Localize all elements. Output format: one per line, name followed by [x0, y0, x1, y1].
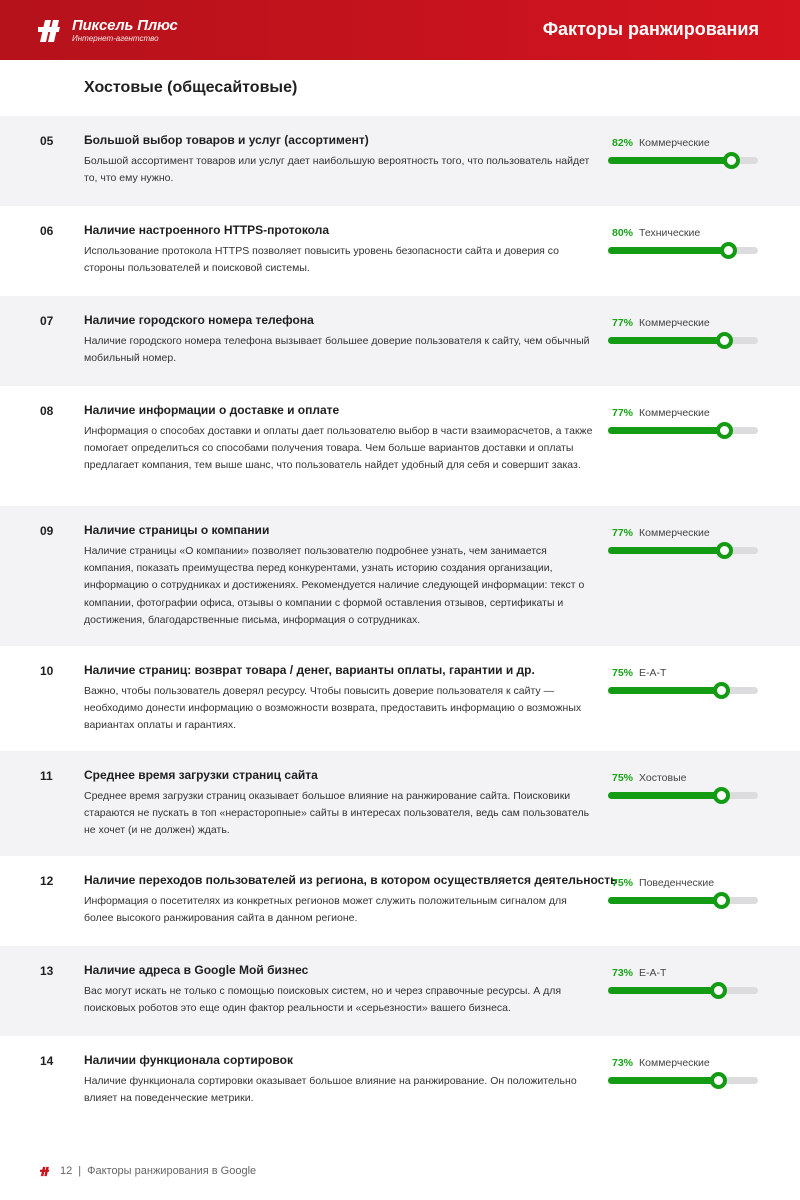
factor-title: Наличие информации о доставке и оплате	[84, 403, 340, 417]
factor-description: Наличие функционала сортировки оказывает большое влияние на ранжирование. Он положительно влияет на поведенческие метрики.	[84, 1075, 577, 1105]
factor-progress-fill	[608, 1077, 718, 1084]
factor-percent: 75%	[612, 772, 634, 784]
factor-row	[0, 1036, 800, 1131]
brand-tagline: Интернет-агентство	[72, 34, 159, 43]
factor-progress-fill	[608, 427, 724, 434]
factor-number: 06	[40, 224, 54, 238]
factor-title: Наличие городского номера телефона	[84, 313, 314, 327]
factor-category: Хостовые	[639, 772, 687, 784]
factor-progress-track	[608, 897, 758, 904]
factor-number: 07	[40, 314, 54, 328]
factor-description: Вас могут искать не только с помощью поисковых систем, но и через справочные ресурсы. А для поисковых роботов это еще один фактор реальности и «серьезности» вашего бизнеса.	[84, 985, 562, 1015]
factor-metric	[612, 227, 700, 239]
factor-title: Наличие переходов пользователей из региона, в котором осуществляется деятельность	[84, 873, 618, 887]
factor-category: E-A-T	[639, 967, 667, 979]
factor-percent: 75%	[612, 877, 634, 889]
factor-progress-knob	[723, 152, 740, 169]
factor-progress-fill	[608, 337, 724, 344]
factor-number: 09	[40, 524, 54, 538]
factor-title: Наличие настроенного HTTPS-протокола	[84, 223, 329, 237]
factor-progress-knob	[713, 682, 730, 699]
factor-percent: 80%	[612, 227, 634, 239]
page-footer	[40, 1163, 256, 1179]
factor-description: Информация о посетителях из конкретных регионов может служить положительным сигналом для более высокого ранжирования сайта в данном регионе.	[84, 895, 567, 925]
factor-percent: 73%	[612, 1057, 634, 1069]
factor-number: 10	[40, 664, 54, 678]
factor-metric	[612, 667, 666, 679]
factor-category: Коммерческие	[639, 1057, 710, 1069]
factor-progress-knob	[720, 242, 737, 259]
factor-progress-fill	[608, 157, 731, 164]
page-header	[0, 0, 800, 60]
factor-progress-track	[608, 547, 758, 554]
factor-category: Коммерческие	[639, 527, 710, 539]
factor-progress-track	[608, 1077, 758, 1084]
factor-progress-knob	[710, 982, 727, 999]
factor-row	[0, 116, 800, 206]
factor-metric	[612, 137, 710, 149]
factors-list	[0, 116, 800, 1131]
factor-title: Наличии функционала сортировок	[84, 1053, 293, 1067]
factor-progress-knob	[716, 332, 733, 349]
factor-description: Среднее время загрузки страниц оказывает большое влияние на ранжирование сайта. Поисковики стараются не пускать в топ «нерасторопные» сайты в интересах пользователя, ведь сам пользователь не хочет (и не должен) ждать.	[84, 790, 590, 837]
factor-description: Наличие страницы «О компании» позволяет пользователю подробнее узнать, чем занимается компания, показать преимущества перед конкурентами, узнать историю создания организации, информацию о сотрудниках и достижениях. Рекомендуется наличие следующей информации: текст о компании, фотографии офиса, отзывы о компании с формой оставления отзывов, сертификаты и достижения, благодарственные письма, информация о сотрудниках.	[84, 545, 585, 626]
factor-percent: 82%	[612, 137, 634, 149]
factor-percent: 75%	[612, 667, 634, 679]
factor-metric	[612, 407, 710, 419]
page-number: 12	[60, 1165, 73, 1177]
factor-progress-fill	[608, 547, 724, 554]
factor-row	[0, 856, 800, 946]
footer-text: Факторы ранжирования в Google	[87, 1165, 257, 1177]
factor-description: Информация о способах доставки и оплаты дает пользователю выбор в части взаиморасчетов, а также помогает определиться со способами получения товара. Чем больше вариантов доставки и оплаты предлагает компания, тем выше шанс, что пользователь найдет удобный для себя и совершит заказ.	[84, 425, 593, 472]
factor-number: 11	[40, 769, 53, 783]
factor-row	[0, 506, 800, 646]
factor-progress-track	[608, 157, 758, 164]
factor-title: Большой выбор товаров и услуг (ассортимент)	[84, 133, 369, 147]
factor-description: Большой ассортимент товаров или услуг дает наибольшую вероятность того, что пользователь найдет то, что ему нужно.	[84, 155, 590, 185]
factor-category: Коммерческие	[639, 407, 710, 419]
factor-title: Наличие страницы о компании	[84, 523, 270, 537]
factor-metric	[612, 527, 710, 539]
factor-progress-fill	[608, 897, 721, 904]
factor-percent: 73%	[612, 967, 634, 979]
factor-progress-fill	[608, 687, 721, 694]
factor-progress-track	[608, 337, 758, 344]
factor-row	[0, 296, 800, 386]
factor-number: 13	[40, 964, 54, 978]
factor-number: 08	[40, 404, 54, 418]
factor-number: 12	[40, 874, 54, 888]
factor-progress-fill	[608, 792, 721, 799]
factor-description: Использование протокола HTTPS позволяет повысить уровень безопасности сайта и доверия со стороны пользователей и поисковой системы.	[84, 245, 559, 275]
factor-metric	[612, 1057, 710, 1069]
factor-category: Поведенческие	[639, 877, 715, 889]
factor-row	[0, 646, 800, 751]
factor-description: Важно, чтобы пользователь доверял ресурсу. Чтобы повысить доверие пользователя к сайту — необходимо донести информацию о возможности возврата, предоставить информацию о возможных вариантах оплаты и гарантиях.	[84, 685, 582, 732]
factor-metric	[612, 967, 666, 979]
footer-separator: |	[78, 1165, 82, 1177]
factor-title: Наличие страниц: возврат товара / денег, варианты оплаты, гарантии и др.	[84, 663, 535, 677]
factor-row	[0, 386, 800, 506]
factor-title: Наличие адреса в Google Мой бизнес	[84, 963, 309, 977]
factor-percent: 77%	[612, 407, 634, 419]
pixel-plus-logo-icon	[40, 1165, 51, 1178]
factor-row	[0, 751, 800, 856]
factor-progress-fill	[608, 247, 728, 254]
factor-progress-knob	[716, 422, 733, 439]
factor-title: Среднее время загрузки страниц сайта	[84, 768, 318, 782]
factor-progress-knob	[716, 542, 733, 559]
factor-progress-knob	[710, 1072, 727, 1089]
factor-progress-track	[608, 427, 758, 434]
factor-category: E-A-T	[639, 667, 667, 679]
factor-percent: 77%	[612, 527, 634, 539]
factor-row	[0, 206, 800, 296]
factor-progress-knob	[713, 892, 730, 909]
factor-metric	[612, 877, 714, 889]
factor-row	[0, 946, 800, 1036]
factor-percent: 77%	[612, 317, 634, 329]
factor-progress-track	[608, 247, 758, 254]
factor-category: Технические	[639, 227, 701, 239]
header-title: Факторы ранжирования	[542, 19, 759, 39]
factor-progress-knob	[713, 787, 730, 804]
factor-metric	[612, 772, 687, 784]
brand-logo	[38, 15, 178, 47]
factor-number: 05	[40, 134, 54, 148]
section-title: Хостовые (общесайтовые)	[84, 79, 298, 96]
factor-progress-track	[608, 792, 758, 799]
factor-number: 14	[40, 1054, 54, 1068]
pixel-plus-logo-icon	[38, 17, 64, 45]
factor-progress-fill	[608, 987, 718, 994]
factor-category: Коммерческие	[639, 317, 710, 329]
factor-progress-track	[608, 987, 758, 994]
factor-metric	[612, 317, 710, 329]
factor-category: Коммерческие	[639, 137, 710, 149]
factor-progress-track	[608, 687, 758, 694]
factor-description: Наличие городского номера телефона вызывает большее доверие пользователя к сайту, чем обычный мобильный номер.	[84, 335, 590, 365]
brand-name: Пиксель Плюс	[72, 17, 178, 34]
